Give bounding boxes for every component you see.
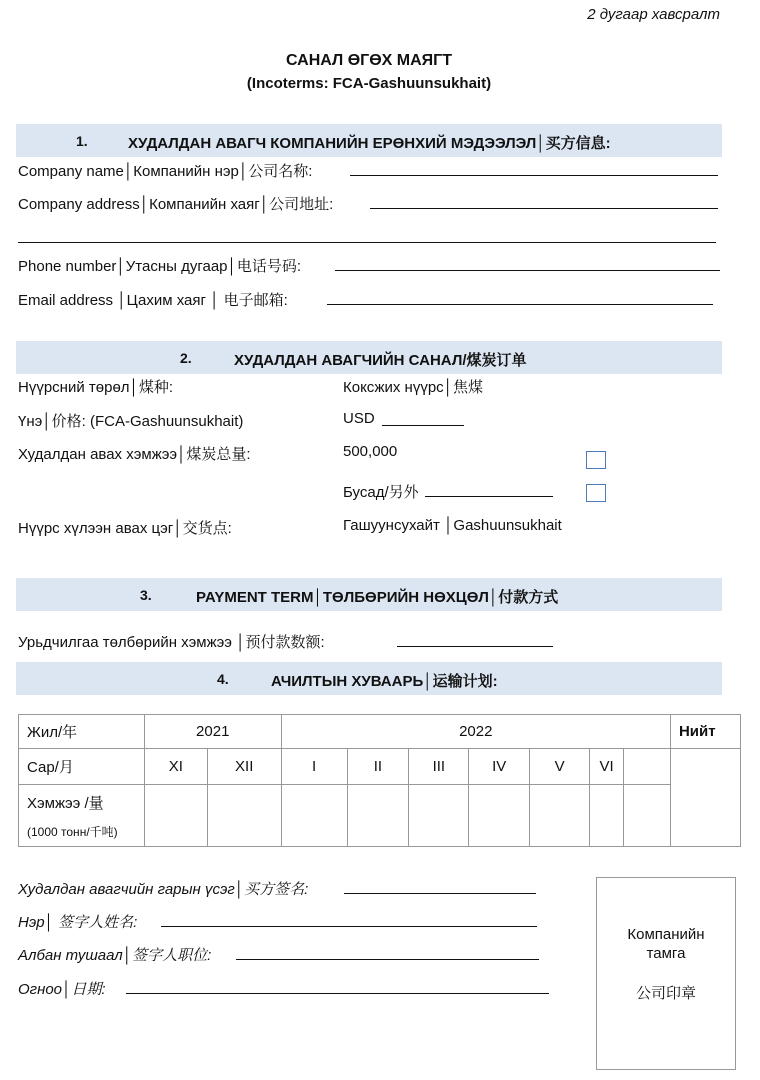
volume-cell[interactable] <box>409 785 469 847</box>
section-2-heading: ХУДАЛДАН АВАГЧИЙН САНАЛ/煤炭订单 <box>234 352 527 369</box>
quantity-other-checkbox[interactable] <box>586 484 606 502</box>
year-2021: 2021 <box>144 715 281 749</box>
volume-label: Хэмжээ /量 <box>27 794 104 812</box>
appendix-label: 2 дугаар хавсралт <box>587 6 720 23</box>
price-currency: USD <box>343 410 375 427</box>
month-cell: V <box>530 749 590 785</box>
volume-cell[interactable] <box>530 785 590 847</box>
month-cell: XI <box>144 749 207 785</box>
quantity-other-label: Бусад/另外 <box>343 484 419 501</box>
stamp-label-chinese: 公司印章 <box>635 985 696 1002</box>
volume-row <box>19 785 741 847</box>
date-field[interactable] <box>126 993 549 994</box>
form-title: САНАЛ ӨГӨХ МАЯГТ <box>286 52 452 69</box>
shipping-schedule-table <box>18 714 741 847</box>
total-cell[interactable] <box>670 749 740 847</box>
price-label: Үнэ│价格: (FCA-Gashuunsukhait) <box>18 413 244 430</box>
total-label: Нийт <box>670 715 740 749</box>
quantity-other-field[interactable] <box>425 496 553 497</box>
price-field[interactable] <box>382 425 464 426</box>
company-address-field-line2[interactable] <box>18 242 716 243</box>
volume-cell[interactable] <box>590 785 624 847</box>
volume-unit: (1000 тонн/千吨) <box>27 824 118 839</box>
advance-payment-label: Урьдчилгаа төлбөрийн хэмжээ │预付款数额: <box>18 634 325 651</box>
delivery-point-value: Гашуунсухайт │Gashuunsukhait <box>343 517 562 534</box>
form-subtitle: (Incoterms: FCA-Gashuunsukhait) <box>246 75 492 92</box>
month-row <box>19 749 741 785</box>
month-label: Сар/月 <box>19 749 145 785</box>
advance-payment-field[interactable] <box>397 646 553 647</box>
email-label: Email address │Цахим хаяг │ 电子邮箱: <box>18 292 288 309</box>
section-1-header <box>16 124 722 157</box>
signer-position-label: Албан тушаал│签字人职位: <box>18 947 212 964</box>
stamp-label-line1: Компанийн <box>627 926 705 943</box>
volume-cell[interactable] <box>347 785 409 847</box>
year-label: Жил/年 <box>19 715 145 749</box>
company-address-field[interactable] <box>370 208 718 209</box>
quantity-500000-checkbox[interactable] <box>586 451 606 469</box>
section-3-number: 3. <box>140 587 152 603</box>
buyer-signature-label: Худалдан авагчийн гарын үсэг│买方签名: <box>18 881 309 898</box>
volume-cell[interactable] <box>144 785 207 847</box>
buyer-signature-field[interactable] <box>344 893 536 894</box>
stamp-label-line2: тамга <box>646 945 686 962</box>
phone-label: Phone number│Утасны дугаар│电话号码: <box>18 258 302 275</box>
company-stamp-box <box>596 877 736 1070</box>
quantity-value: 500,000 <box>343 443 398 460</box>
month-cell: XII <box>207 749 281 785</box>
section-4-header <box>16 662 722 695</box>
volume-cell[interactable] <box>207 785 281 847</box>
company-address-label: Company address│Компанийн хаяг│公司地址: <box>18 196 334 213</box>
section-3-header <box>16 578 722 611</box>
company-name-label: Company name│Компанийн нэр│公司名称: <box>18 163 313 180</box>
section-4-number: 4. <box>217 671 229 687</box>
section-2-number: 2. <box>180 350 192 366</box>
month-cell: III <box>409 749 469 785</box>
section-4-heading: АЧИЛТЫН ХУВААРЬ│运输计划: <box>271 673 498 690</box>
section-3-heading: PAYMENT TERM│ТӨЛБӨРИЙН НӨХЦӨЛ│付款方式 <box>196 589 559 606</box>
year-row <box>19 715 741 749</box>
quantity-label: Худалдан авах хэмжээ│煤炭总量: <box>18 446 251 463</box>
coal-type-label: Нүүрсний төрөл│煤种: <box>18 379 174 396</box>
volume-cell[interactable] <box>624 785 671 847</box>
volume-cell[interactable] <box>281 785 347 847</box>
company-name-field[interactable] <box>350 175 718 176</box>
signer-position-field[interactable] <box>236 959 539 960</box>
month-cell: VI <box>590 749 624 785</box>
coal-type-value: Коксжих нүүрс│焦煤 <box>343 379 484 396</box>
phone-field[interactable] <box>335 270 720 271</box>
month-cell: IV <box>469 749 530 785</box>
volume-label-cell <box>19 785 145 847</box>
month-cell-empty <box>624 749 671 785</box>
section-1-heading: ХУДАЛДАН АВАГЧ КОМПАНИЙН ЕРӨНХИЙ МЭДЭЭЛЭЛ│买方信息: <box>128 135 611 152</box>
signer-name-label: Нэр│ 签字人姓名: <box>18 914 138 931</box>
year-2022: 2022 <box>281 715 670 749</box>
email-field[interactable] <box>327 304 713 305</box>
month-cell: I <box>281 749 347 785</box>
delivery-point-label: Нүүрс хүлээн авах цэг│交货点: <box>18 520 232 537</box>
section-2-header <box>16 341 722 374</box>
section-1-number: 1. <box>76 133 88 149</box>
date-label: Огноо│日期: <box>18 981 106 998</box>
volume-cell[interactable] <box>469 785 530 847</box>
signer-name-field[interactable] <box>161 926 537 927</box>
month-cell: II <box>347 749 409 785</box>
